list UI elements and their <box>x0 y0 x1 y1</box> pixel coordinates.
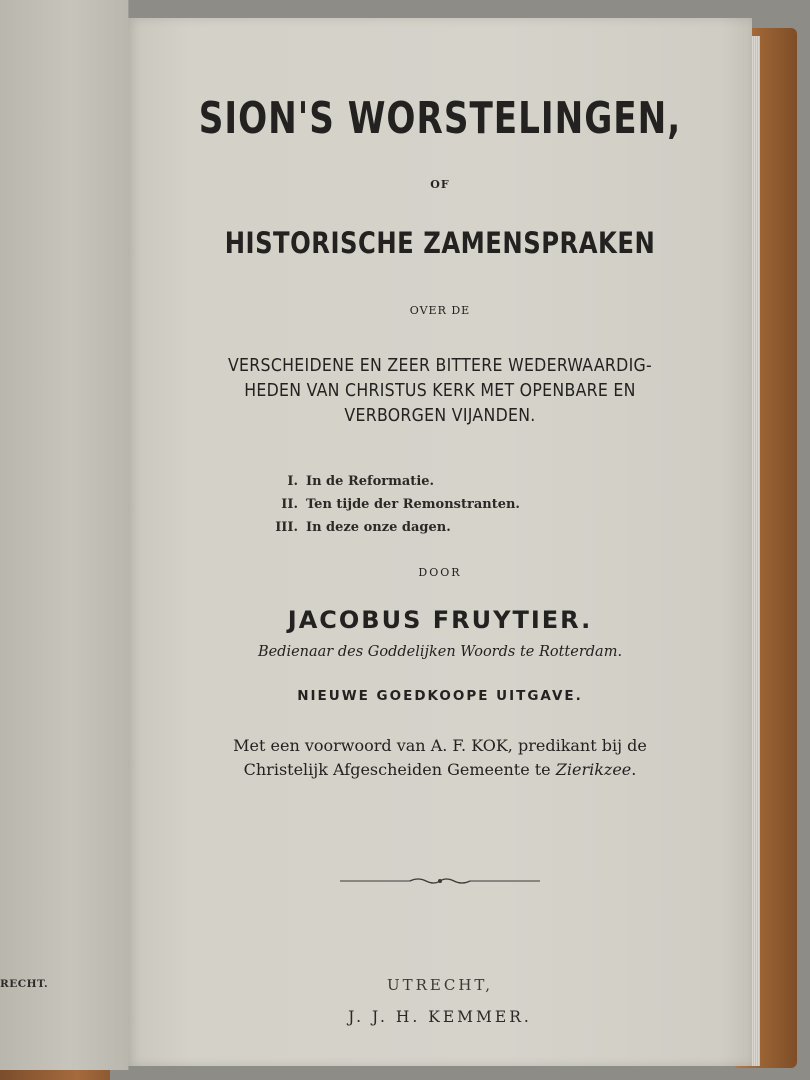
foreword-place: Zierikzee <box>555 760 632 779</box>
book-title: SION'S WORSTELINGEN, <box>198 92 682 144</box>
foreword-line: Met een voorwoord van A. F. KOK, predikant bij de <box>233 736 647 755</box>
description <box>128 354 752 429</box>
over-de: OVER DE <box>409 304 471 317</box>
foreword-line: Christelijk Afgescheiden Gemeente te Zierikzee. <box>243 760 637 779</box>
part-item: I. In de Reformatie. <box>287 474 435 489</box>
title-page <box>128 18 752 1066</box>
by-label: DOOR <box>418 566 462 579</box>
book-subtitle: HISTORISCHE ZAMENSPRAKEN <box>224 226 656 261</box>
description-line: VERBORGEN VIJANDEN. <box>344 406 536 426</box>
author-name: JACOBUS FRUYTIER. <box>287 606 593 634</box>
description-line: HEDEN VAN CHRISTUS KERK MET OPENBARE EN <box>244 381 636 401</box>
left-page-fragment: RECHT. <box>0 978 49 990</box>
imprint-publisher: J. J. H. KEMMER. <box>348 1008 532 1026</box>
part-item: II. Ten tijde der Remonstranten. <box>281 497 520 512</box>
parts-list <box>264 470 520 539</box>
imprint-city: UTRECHT, <box>386 976 494 994</box>
edition: NIEUWE GOEDKOOPE UITGAVE. <box>297 688 583 704</box>
foreword <box>128 734 752 782</box>
description-line: VERSCHEIDENE EN ZEER BITTERE WEDERWAARDIG- <box>227 356 653 376</box>
ornament-rule <box>340 876 540 886</box>
left-page <box>0 0 129 1070</box>
part-item: III. In deze onze dagen. <box>275 520 451 535</box>
author-role: Bedienaar des Goddelijken Woords te Rotterdam. <box>257 644 623 660</box>
title-connector: OF <box>430 178 450 191</box>
